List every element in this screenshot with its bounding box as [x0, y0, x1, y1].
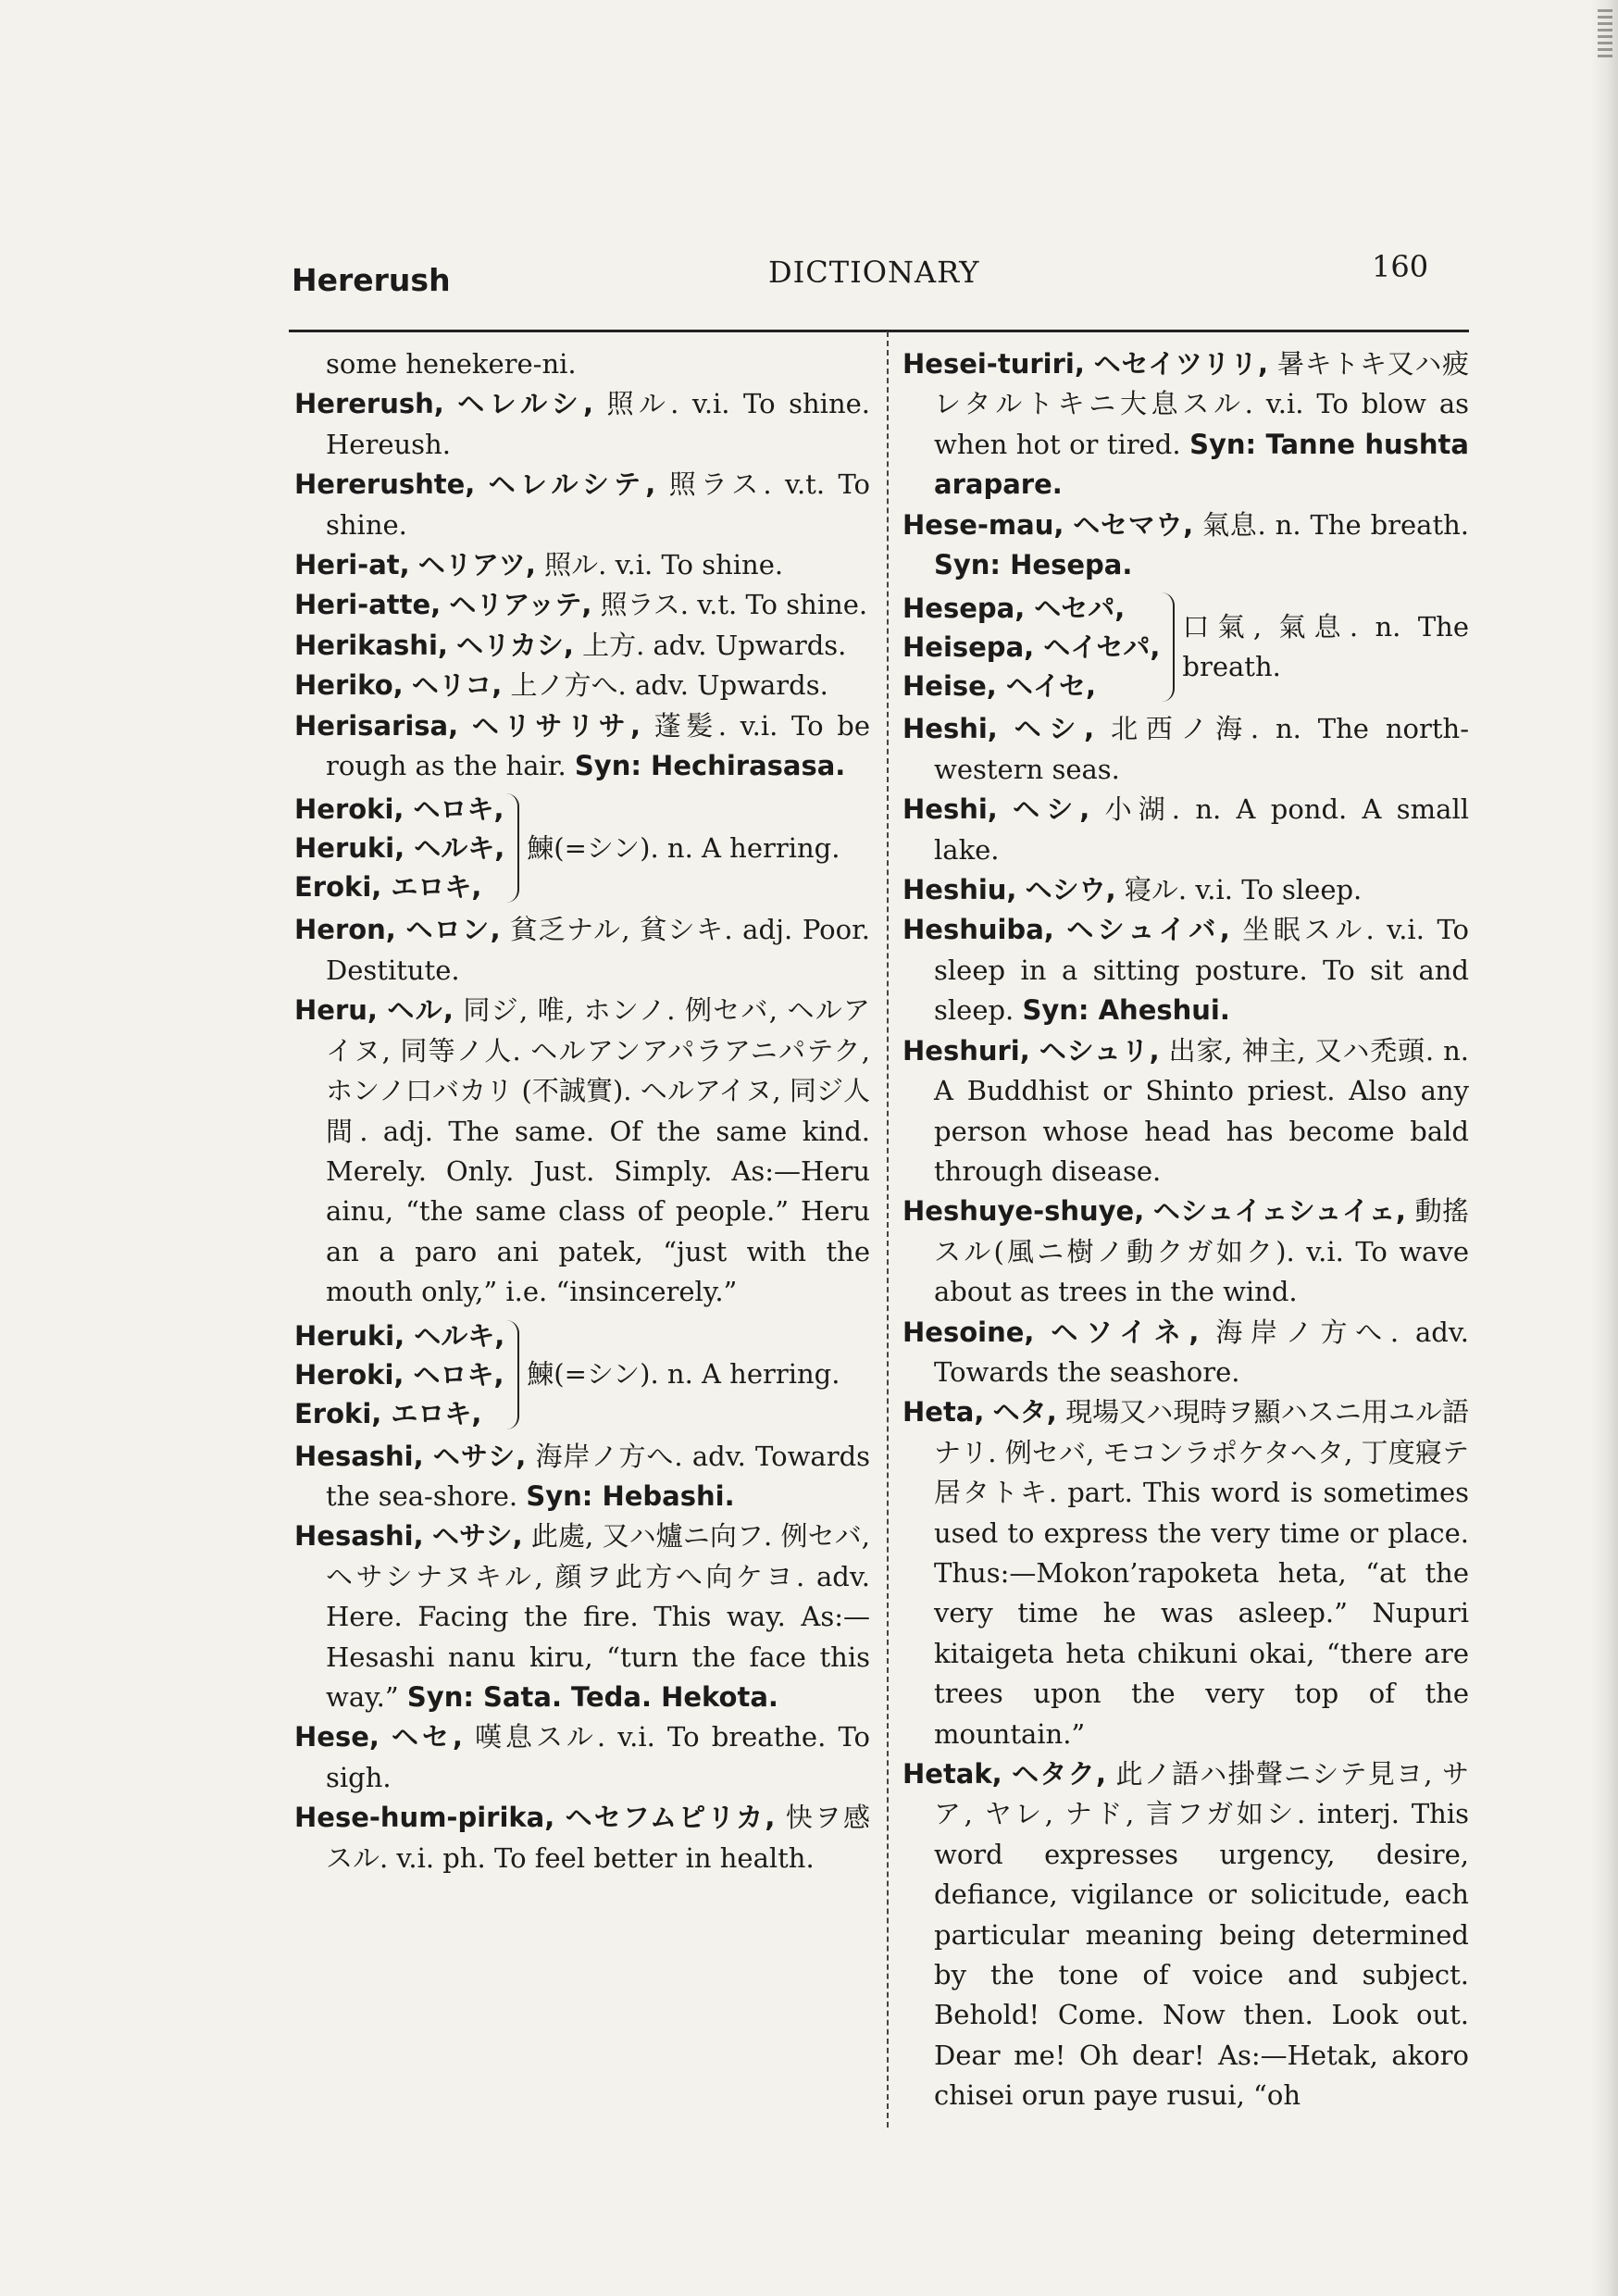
entry-definition: 照ル. v.i. To shine. Hereush. — [326, 388, 870, 460]
group-headword: Hesepa, ヘセパ, — [902, 593, 1126, 625]
entry-definition: 照ル. v.i. To shine. — [544, 549, 784, 581]
entry-kana: ヘリコ, — [411, 669, 503, 702]
corner-scan-mark — [1598, 9, 1612, 60]
column-divider — [887, 331, 889, 2128]
brace-mark — [1162, 593, 1175, 702]
dictionary-entry — [294, 545, 870, 585]
brace-mark — [506, 1320, 519, 1429]
entry-kana: ヘリサリサ, — [471, 709, 641, 742]
entry-definition: 海岸ノ方へ. adv. Towards the seashore. — [934, 1316, 1470, 1388]
entry-definition: 坐眠スル. v.i. To sleep in a sitting posture. To sit and sleep. — [934, 914, 1469, 1027]
dictionary-entry — [902, 1313, 1469, 1393]
dictionary-entry — [902, 505, 1469, 586]
entry-kana: ヘシュイェシュイェ, — [1152, 1195, 1406, 1228]
dictionary-entry — [294, 706, 870, 787]
brace-mark — [506, 793, 519, 903]
group-headword: Heruki, ヘルキ, — [294, 1319, 505, 1352]
entry-kana: ヘタ, — [992, 1396, 1057, 1429]
guide-word: Hererush — [292, 262, 451, 298]
entry-headword: Heri-at, — [294, 549, 410, 581]
entry-kana: ヘシュリ, — [1039, 1034, 1160, 1067]
entry-kana: ヘリアッテ, — [449, 589, 592, 621]
entry-headword: Heshuri, — [902, 1034, 1030, 1067]
entry-synonym: Syn: Hesepa. — [934, 549, 1133, 581]
entry-headword: Heru, — [294, 994, 378, 1027]
entry-headword: Heron, — [294, 914, 396, 946]
dictionary-entry — [902, 790, 1469, 870]
entry-headword: Herisarisa, — [294, 709, 459, 742]
entry-synonym: Syn: Tanne hushta arapare. — [934, 428, 1469, 501]
entry-definition: 動搖スル(風ニ樹ノ動クガ如ク). v.i. To wave about as trees in the wind. — [934, 1195, 1469, 1308]
entry-kana: ヘシウ, — [1025, 874, 1116, 906]
entry-headword: Hesashi, — [294, 1520, 424, 1553]
group-headword: Heroki, ヘロキ, — [294, 793, 504, 826]
entry-definition: 出家, 神主, 又ハ禿頭. n. A Buddhist or Shinto priest. Also any person whose head has become bald through disease. — [934, 1034, 1470, 1187]
entry-kana: ヘシ, — [1013, 793, 1090, 826]
entry-definition: 此ノ語ハ掛聲ニシテ見ヨ, サア, ヤレ, ナド, 言フガ如シ. interj. This word expresses urgency, desire, defiance, vigilance or solicitude, each particular meaning being determined by the tone of voice and subject. Behold! Come. Now then. Look out. Dear me! Oh dear! As:—Hetak, akoro chisei orun paye rusui, “oh — [934, 1758, 1470, 2112]
group-definition: 鰊(=シン). n. A herring. — [527, 831, 840, 864]
entry-continuation: some henekere-ni. — [326, 348, 577, 380]
dictionary-entry — [902, 709, 1469, 790]
dictionary-entry — [294, 585, 870, 625]
right-column — [902, 344, 1469, 2116]
dictionary-entry — [902, 910, 1469, 1030]
left-column — [294, 344, 870, 1878]
entry-kana: ヘシ, — [1014, 713, 1095, 745]
entry-kana: ヘソイネ, — [1051, 1316, 1200, 1348]
entry-headword: Heriko, — [294, 669, 404, 702]
entry-headword: Heshi, — [902, 793, 998, 826]
dictionary-entry — [902, 1192, 1469, 1312]
page-number: 160 — [1372, 249, 1429, 284]
entry-definition: 同ジ, 唯, ホンノ. 例セバ, ヘルアイヌ, 同等ノ人. ヘルアンアパラアニパテク, ホンノ口バカリ (不誠實). ヘルアイヌ, 同ジ人間. adj. The same. Of the same kind. Merely. Only. Just. Simply. As:—Heru ainu, “the same class of people.” Heru an a paro ani patek, “just with the mouth only,” i.e. “insincerely.” — [326, 994, 870, 1308]
entry-headword: Hesoine, — [902, 1316, 1035, 1348]
entry-kana: ヘレルシ, — [457, 388, 594, 420]
dictionary-entry — [294, 991, 870, 1312]
entry-definition: 貧乏ナル, 貧シキ. adj. Poor. Destitute. — [326, 914, 870, 986]
entry-definition: 照ラス. v.t. To shine. — [326, 468, 871, 541]
entry-headword: Hese-hum-pirika, — [294, 1802, 555, 1834]
entry-definition: 嘆息スル. v.i. To breathe. To sigh. — [326, 1721, 870, 1793]
entry-kana: ヘセマウ, — [1073, 508, 1194, 541]
entry-kana: ヘセ, — [392, 1721, 463, 1753]
entry-definition: 上ノ方へ. adv. Upwards. — [510, 669, 828, 702]
grouped-headwords — [902, 589, 1160, 705]
grouped-headwords — [294, 1316, 504, 1433]
dictionary-entry — [294, 626, 870, 666]
group-headword: Eroki, エロキ, — [294, 871, 482, 904]
entry-headword: Hererush, — [294, 388, 444, 420]
entry-definition: 小湖. n. A pond. A small lake. — [934, 793, 1470, 866]
entry-headword: Heshuye-shuye, — [902, 1195, 1145, 1228]
entry-synonym: Syn: Sata. Teda. Hekota. — [406, 1680, 778, 1713]
entry-headword: Hesashi, — [294, 1440, 424, 1472]
dictionary-entry — [294, 910, 870, 991]
entry-kana: ヘロン, — [405, 914, 501, 946]
entry-headword: Hererushte, — [294, 468, 476, 501]
dictionary-entry — [294, 1516, 870, 1717]
dictionary-entry — [902, 1392, 1469, 1754]
dictionary-entry — [902, 870, 1469, 910]
group-headword: Heruki, ヘルキ, — [294, 832, 505, 865]
page-header — [0, 245, 1618, 301]
entry-definition: 照ラス. v.t. To shine. — [600, 589, 868, 621]
entry-definition: 北西ノ海. n. The north-western seas. — [934, 713, 1469, 785]
entry-kana: ヘサシ, — [432, 1440, 527, 1472]
entry-kana: ヘセイツリリ, — [1093, 348, 1268, 380]
dictionary-entry — [294, 1798, 870, 1878]
entry-synonym: Syn: Aheshui. — [1022, 994, 1230, 1027]
entry-definition: 此處, 又ハ爐ニ向フ. 例セバ, ヘサシナヌキル, 顔ヲ此方へ向ケヨ. adv. Here. Facing the fire. This way. As:—Hesashi nanu kiru, “turn the face this way.” — [326, 1520, 871, 1713]
entry-definition: 蓬髪. v.i. To be rough as the hair. — [326, 709, 871, 782]
entry-kana: ヘサシ, — [431, 1520, 523, 1553]
dictionary-entry — [902, 1754, 1469, 2116]
entry-headword: Herikashi, — [294, 629, 448, 661]
entry-definition: 現場又ハ現時ヲ顯ハスニ用ユル語ナリ. 例セバ, モコンラポケタヘタ, 丁度寢テ居タトキ. part. This word is sometimes used to express the very time or place. Thus:—Mokon’rapoketa heta, “at the very time he was asleep.” Nupuri kitaigeta heta chikuni okai, “there are trees upon the very top of the mountain.” — [934, 1396, 1469, 1750]
entry-headword: Heshuiba, — [902, 914, 1054, 946]
group-headword: Eroki, エロキ, — [294, 1397, 482, 1429]
dictionary-entry — [294, 465, 870, 545]
group-headword: Heise, ヘイセ, — [902, 670, 1097, 703]
entry-definition: 海岸ノ方へ. adv. Towards the sea-shore. — [326, 1440, 871, 1512]
entry-headword: Hesei-turiri, — [902, 348, 1085, 380]
entry-synonym: Syn: Hechirasasa. — [574, 750, 846, 782]
grouped-entry — [902, 589, 1469, 705]
dictionary-entry — [902, 344, 1469, 505]
entry-definition: 快ヲ感スル. v.i. ph. To feel better in health. — [326, 1802, 871, 1874]
entry-headword: Heshi, — [902, 713, 998, 745]
entry-definition: 氣息. n. The breath. — [1202, 508, 1470, 541]
group-headword: Heisepa, ヘイセパ, — [902, 631, 1161, 664]
entry-headword: Hetak, — [902, 1758, 1002, 1790]
entry-definition: 上方. adv. Upwards. — [582, 629, 847, 661]
entry-definition: 暑キトキ又ハ疲レタルトキニ大息スル. v.i. To blow as when hot or tired. — [934, 348, 1469, 460]
entry-kana: ヘリカシ, — [456, 629, 574, 661]
entry-headword: Heri-atte, — [294, 589, 442, 621]
header-rule — [289, 330, 1469, 332]
entry-headword: Heshiu, — [902, 874, 1017, 906]
group-definition: 口氣, 氣息. n. The breath. — [1182, 611, 1469, 683]
entry-kana: ヘセフムピリカ, — [565, 1802, 776, 1834]
page-edge-shadow — [1590, 0, 1618, 2296]
entry-kana: ヘシュイバ, — [1066, 914, 1230, 946]
dictionary-entry — [294, 1717, 870, 1798]
dictionary-entry — [294, 384, 870, 465]
dictionary-entry — [294, 1437, 870, 1517]
entry-headword: Heta, — [902, 1396, 985, 1429]
entry-synonym: Syn: Hebashi. — [526, 1479, 735, 1512]
entry-headword: Hese, — [294, 1721, 380, 1753]
dictionary-entry — [294, 666, 870, 705]
dictionary-entry — [902, 1031, 1469, 1192]
running-title: DICTIONARY — [768, 255, 980, 290]
entry-kana: ヘリアツ, — [417, 549, 536, 581]
grouped-headwords — [294, 790, 504, 906]
grouped-entry — [294, 790, 870, 906]
group-definition: 鰊(=シン). n. A herring. — [527, 1358, 840, 1391]
entry-headword: Hese-mau, — [902, 508, 1064, 541]
entry-kana: ヘレルシテ, — [488, 468, 656, 501]
entry-kana: ヘタク, — [1012, 1758, 1106, 1790]
entry-kana: ヘル, — [387, 994, 454, 1027]
group-headword: Heroki, ヘロキ, — [294, 1358, 504, 1391]
grouped-entry — [294, 1316, 870, 1433]
entry-definition: 寝ル. v.i. To sleep. — [1124, 874, 1363, 906]
